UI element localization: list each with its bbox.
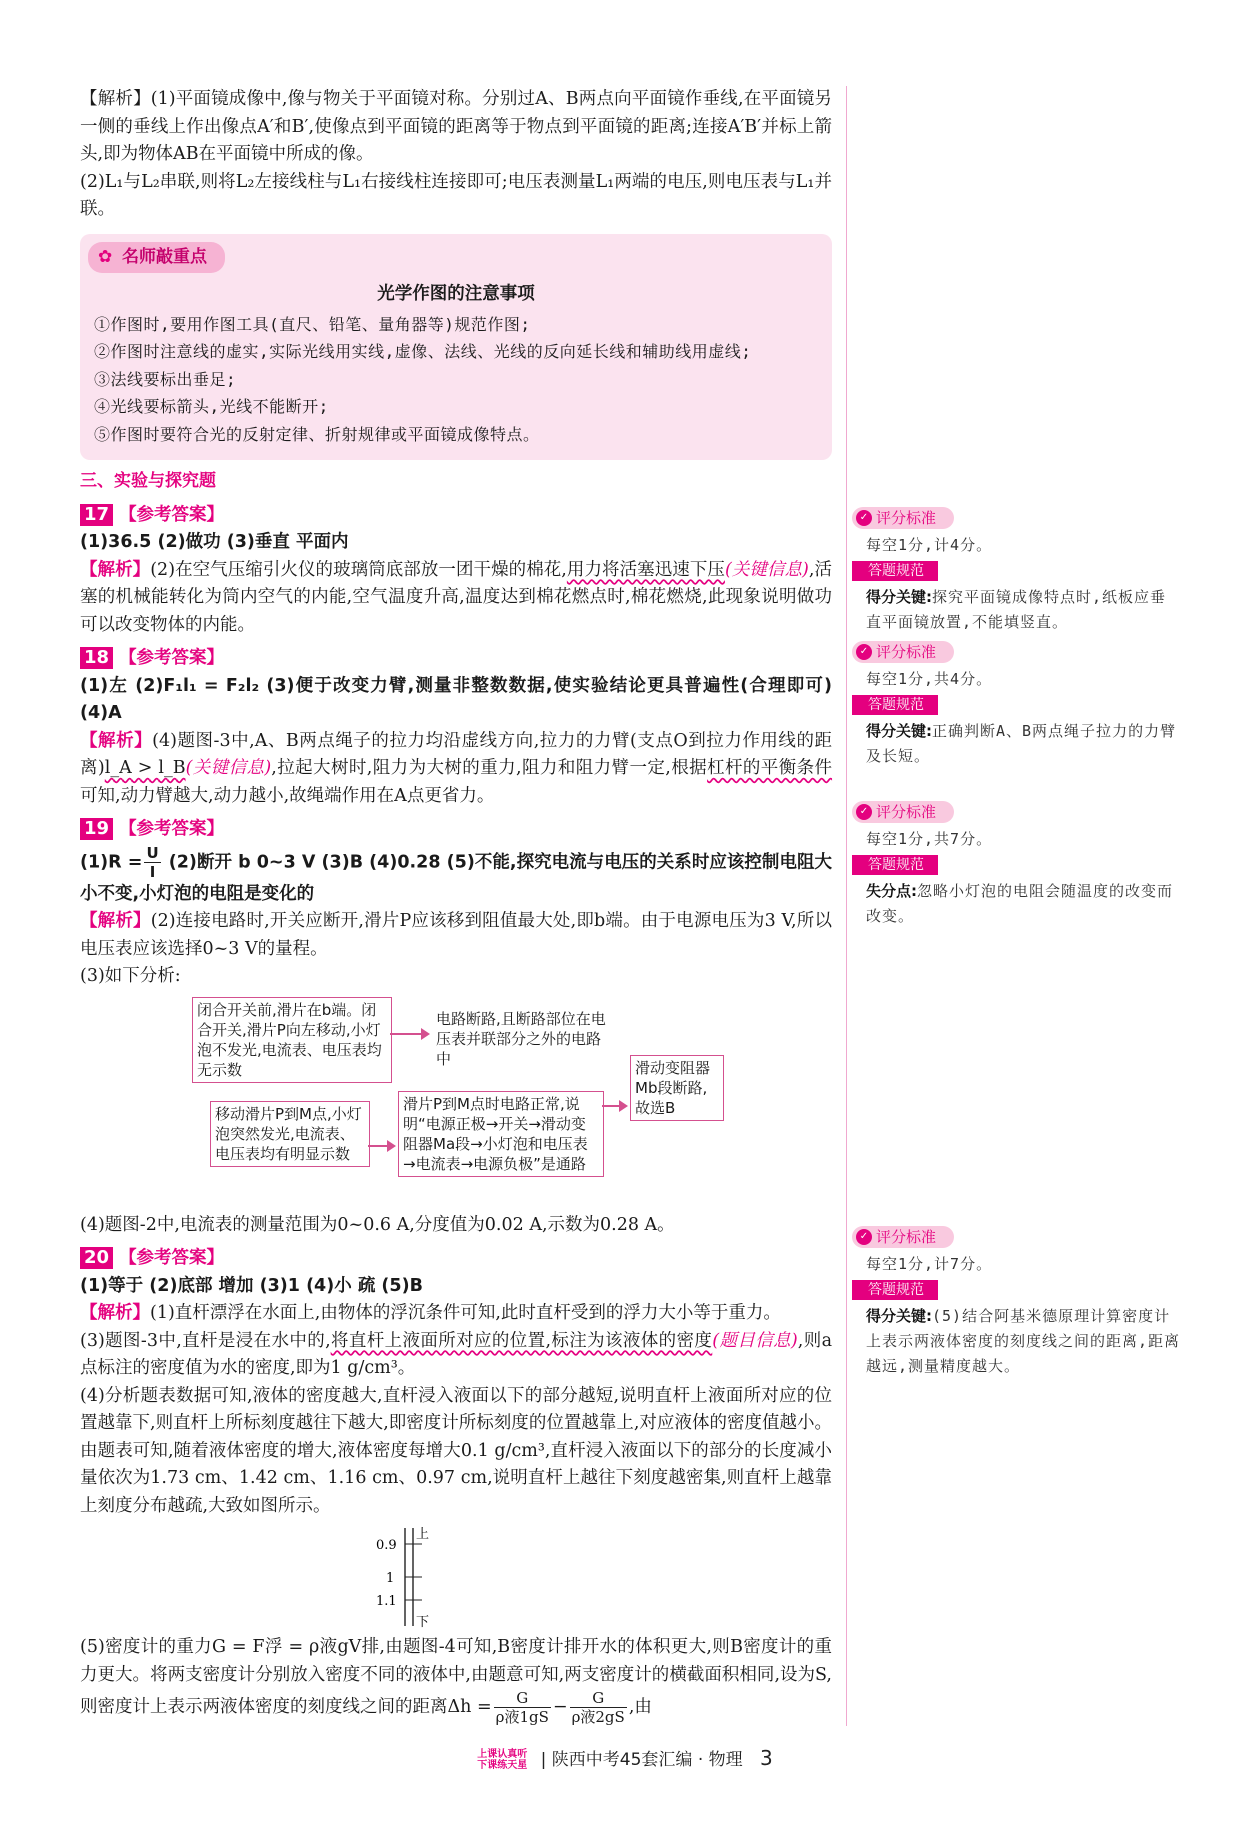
key-points-title: 光学作图的注意事项 xyxy=(377,284,535,304)
scale-label-0-9: 0.9 xyxy=(376,1538,397,1553)
side-q17 xyxy=(852,506,1182,635)
rule-key-18: 得分关键: xyxy=(866,722,932,740)
q20-text-5: ,由 xyxy=(628,1697,652,1717)
q20-text-4: (5)密度计的重力G = F浮 = ρ液gV排,由题图-4可知,B密度计排开水的体积更大,则B密度计的重力更大。将两支密度计分别放入密度不同的液体中,由题意可知,两支密度计的横截面积相同,设为S,则密度计上表示两液体密度的刻度线之间的距离Δh = xyxy=(80,1637,832,1717)
q20-number: 20 xyxy=(80,1247,113,1269)
q20-f2-num: G xyxy=(570,1689,627,1708)
q20-f2-den: ρ液2gS xyxy=(571,1708,625,1726)
rule-key-17: 得分关键: xyxy=(866,588,932,606)
q19-text-2: (3)如下分析: xyxy=(80,966,181,986)
q17-number: 17 xyxy=(80,504,113,526)
score-badge-19 xyxy=(852,801,954,823)
circuit-analysis: (2)L₁与L₂串联,则将L₂左接线柱与L₁右接线柱连接即可;电压表测量L₁两端的电压,则电压表与L₁并联。 xyxy=(80,171,832,219)
key-points-label: 名师敲重点 xyxy=(122,246,207,267)
score-badge-17 xyxy=(852,507,954,529)
q20-part4: (4)分析题表数据可知,液体的密度越大,直杆浸入液面以下的部分越短,说明直杆上液面所对应的位置越靠下,则直杆上所标刻度越往下越大,即密度计所标刻度的位置越靠上,对应液体的密度值越小。由题表可知,随着液体密度的增大,液体密度每增大0.1 g/cm³,直杆浸入液面以下的部分的长度减小量依次为1.73 cm、1.42 cm、1.16 cm、0.97 cm,说明直杆上越往下刻度越密集,则直杆上越靠上刻度分布越疏,大致如图所示。 xyxy=(80,1385,832,1516)
q20-text-1: (1)直杆漂浮在水面上,由物体的浮沉条件可知,此时直杆受到的浮力大小等于重力。 xyxy=(150,1303,781,1323)
q20-part3 xyxy=(80,1328,832,1383)
q20-part5 xyxy=(80,1634,832,1726)
q19-answer xyxy=(80,844,832,909)
logo-line-2: 下课练天星 xyxy=(477,1760,528,1771)
density-scale-svg xyxy=(80,1522,832,1632)
score-label-20: 评分标准 xyxy=(876,1228,937,1246)
q20-header xyxy=(80,1245,832,1273)
flow-box-4: 滑片P到M点时电路正常,说明“电源正极→开关→滑动变阻器Ma段→小灯泡和电压表→电流表→电源负极”是通路 xyxy=(398,1091,604,1177)
q19-frac-den: I xyxy=(149,862,156,881)
q17-header xyxy=(80,502,832,530)
score-label-17: 评分标准 xyxy=(876,509,937,527)
flow-box-5: 滑动变阻器Mb段断路,故选B xyxy=(630,1055,724,1121)
mirror-analysis: 【解析】(1)平面镜成像中,像与物关于平面镜对称。分别过A、B两点向平面镜作垂线,在平面镜另一侧的垂线上作出像点A′和B′,使像点到平面镜的距离等于物点到平面镜的距离;连接A′B′并标上箭头,即为物体AB在平面镜中所成的像。 xyxy=(80,89,832,164)
q17-analysis-label: 【解析】 xyxy=(80,559,151,580)
rule-body-17: 探究平面镜成像特点时,纸板应垂直平面镜放置,不能填竖直。 xyxy=(866,588,1167,631)
flow-box-2: 电路断路,且断路部位在电压表并联部分之外的电路中 xyxy=(432,1007,610,1071)
rule-key-20: 得分关键: xyxy=(866,1307,932,1325)
q19-number: 19 xyxy=(80,818,113,840)
q18-answer-label: 【参考答案】 xyxy=(119,648,225,668)
score-badge-20 xyxy=(852,1226,954,1248)
rule-badge-18: 答题规范 xyxy=(852,695,938,715)
q19-answer-post: (2)断开 b 0~3 V (3)B (4)0.28 (5)不能,探究电流与电压的关系时应该控制电阻大小不变,小灯泡的电阻是变化的 xyxy=(80,852,832,904)
score-badge-18 xyxy=(852,641,954,663)
q18-text-1: (4)题图-3中,A、B两点绳子的拉力均沿虚线方向,拉力的力臂(支点O到拉力作用线的距离) xyxy=(80,730,833,778)
density-scale-figure xyxy=(80,1522,832,1632)
q19-text-3: (4)题图-2中,电流表的测量范围为0~0.6 A,分度值为0.02 A,示数为0.28 A。 xyxy=(80,1214,675,1235)
flow-arrow-1 xyxy=(390,1033,428,1035)
q17-analysis xyxy=(80,557,832,640)
score-label-19: 评分标准 xyxy=(876,803,937,821)
q20-answer-label: 【参考答案】 xyxy=(119,1248,225,1268)
q19-answer-pre: (1)R = xyxy=(80,852,143,872)
q20-analysis-label: 【解析】 xyxy=(80,1303,150,1323)
rule-body-18: 正确判断A、B两点绳子拉力的力臂及长短。 xyxy=(866,722,1177,765)
rule-body-19: 忽略小灯泡的电阻会随温度的改变而改变。 xyxy=(866,882,1174,925)
q18-analysis-label: 【解析】 xyxy=(80,730,153,751)
score-icon: ✓ xyxy=(856,1229,872,1245)
flow-box-1: 闭合开关前,滑片在b端。闭合开关,滑片P向左移动,小灯泡不发光,电流表、电压表均无示数 xyxy=(192,997,392,1083)
flower-icon: ✿ xyxy=(98,246,113,267)
q18-text-3: 可知,动力臂越大,动力越小,故绳端作用在A点更省力。 xyxy=(80,785,495,806)
rule-text-19 xyxy=(866,879,1182,929)
flow-arrow-3 xyxy=(602,1105,626,1107)
logo-line-1: 上课认真听 xyxy=(477,1749,528,1760)
q18-key-condition: 杠杆的平衡条件 xyxy=(707,758,833,778)
side-q19 xyxy=(852,800,1182,929)
score-icon: ✓ xyxy=(856,644,872,660)
rule-text-20 xyxy=(866,1304,1182,1379)
q19-analysis-label: 【解析】 xyxy=(80,911,151,931)
q20-key-note: (题目信息) xyxy=(712,1330,798,1351)
q17-answer: (1)36.5 (2)做功 (3)垂直 平面内 xyxy=(80,532,349,552)
q20-key-text: 将直杆上液面所对应的位置,标注为该液体的密度 xyxy=(330,1330,713,1351)
flow-arrow-2 xyxy=(368,1145,394,1147)
q17-text-2: ,活塞的机械能转化为筒内空气的内能,空气温度升高,温度达到棉花燃点时,棉花燃烧,此现象说明做功可以改变物体的内能。 xyxy=(80,559,832,635)
q17-key-text: 用力将活塞迅速下压 xyxy=(566,559,725,580)
scale-label-1-1: 1.1 xyxy=(376,1594,397,1609)
q20-answer: (1)等于 (2)底部 增加 (3)1 (4)小 疏 (5)B xyxy=(80,1275,423,1296)
rule-badge-17: 答题规范 xyxy=(852,561,938,581)
q17-key-note: (关键信息) xyxy=(724,559,809,580)
q20-analysis xyxy=(80,1300,832,1328)
rule-badge-20: 答题规范 xyxy=(852,1280,938,1300)
q18-answer: (1)左 (2)F₁l₁ = F₂l₂ (3)便于改变力臂,测量非整数数据,使实验结论更具普遍性(合理即可) (4)A xyxy=(80,675,832,723)
q20-f1-den: ρ液1gS xyxy=(495,1708,549,1726)
footer-title: 陕西中考45套汇编 · 物理 xyxy=(551,1750,743,1770)
q20-fraction-2 xyxy=(570,1689,627,1726)
brand-logo xyxy=(477,1749,527,1771)
q20-text-2: (3)题图-3中,直杆是浸在水中的, xyxy=(80,1330,331,1351)
score-text-18: 每空1分,共4分。 xyxy=(866,670,993,688)
q19-fraction xyxy=(144,844,160,881)
score-text-17: 每空1分,计4分。 xyxy=(866,536,993,554)
rule-text-17 xyxy=(866,585,1182,635)
q20-f1-num: G xyxy=(494,1689,551,1708)
rule-key-19: 失分点: xyxy=(866,882,917,900)
q20-text-3: ,则a点标注的密度值为水的密度,即为1 g/cm³。 xyxy=(80,1330,833,1378)
q20-minus: − xyxy=(552,1697,568,1717)
q18-key-formula: l_A > l_B xyxy=(104,758,186,778)
q18-header xyxy=(80,645,832,673)
key-points-header xyxy=(88,242,225,274)
key-point-2: ②作图时注意线的虚实,实际光线用实线,虚像、法线、光线的反向延长线和辅助线用虚线; xyxy=(94,342,752,361)
flow-box-3: 移动滑片P到M点,小灯泡突然发光,电流表、电压表均有明显示数 xyxy=(210,1101,370,1167)
footer-divider: | xyxy=(540,1750,547,1770)
q19-text-1: (2)连接电路时,开关应断开,滑片P应该移到阻值最大处,即b端。由于电源电压为3 V,所以电压表应该选择0~3 V的量程。 xyxy=(80,911,832,959)
q18-number: 18 xyxy=(80,647,113,669)
q20-fraction-1 xyxy=(494,1689,551,1726)
score-icon: ✓ xyxy=(856,510,872,526)
margin-divider xyxy=(846,86,847,1726)
rule-badge-19: 答题规范 xyxy=(852,855,938,875)
q19-frac-num: U xyxy=(146,843,159,862)
score-text-20: 每空1分,计7分。 xyxy=(866,1255,993,1273)
q19-analysis xyxy=(80,908,832,963)
rule-body-20: (5)结合阿基米德原理计算密度计上表示两液体密度的刻度线之间的距离,距离越远,测量精度越大。 xyxy=(866,1307,1181,1375)
q17-answer-label: 【参考答案】 xyxy=(119,504,225,525)
key-point-3: ③法线要标出垂足; xyxy=(94,369,237,389)
key-point-1: ①作图时,要用作图工具(直尺、铅笔、量角器等)规范作图; xyxy=(94,314,531,334)
page-number: 3 xyxy=(760,1746,773,1770)
scale-top-label: 上 xyxy=(416,1527,430,1542)
scale-label-1: 1 xyxy=(386,1571,395,1586)
scale-bottom-label: 下 xyxy=(416,1615,430,1630)
q18-key-note: (关键信息) xyxy=(185,758,272,778)
analysis-flowchart xyxy=(80,995,832,1210)
score-label-18: 评分标准 xyxy=(876,643,937,661)
q18-analysis xyxy=(80,728,832,811)
q17-text-1: (2)在空气压缩引火仪的玻璃筒底部放一团干燥的棉花, xyxy=(150,559,567,580)
main-column xyxy=(80,86,832,1726)
q19-answer-label: 【参考答案】 xyxy=(119,819,225,839)
q19-header xyxy=(80,816,832,844)
rule-text-18 xyxy=(866,719,1182,769)
q18-text-2: ,拉起大树时,阻力为大树的重力,阻力和阻力臂一定,根据 xyxy=(271,758,708,778)
page-footer xyxy=(0,1745,1250,1771)
key-points-box xyxy=(80,234,832,461)
side-q18 xyxy=(852,640,1182,769)
score-icon: ✓ xyxy=(856,804,872,820)
score-text-19: 每空1分,共7分。 xyxy=(866,830,993,848)
side-q20 xyxy=(852,1225,1182,1379)
key-point-5: ⑤作图时要符合光的反射定律、折射规律或平面镜成像特点。 xyxy=(94,424,540,444)
key-point-4: ④光线要标箭头,光线不能断开; xyxy=(94,397,329,416)
section-title: 三、实验与探究题 xyxy=(80,471,216,491)
